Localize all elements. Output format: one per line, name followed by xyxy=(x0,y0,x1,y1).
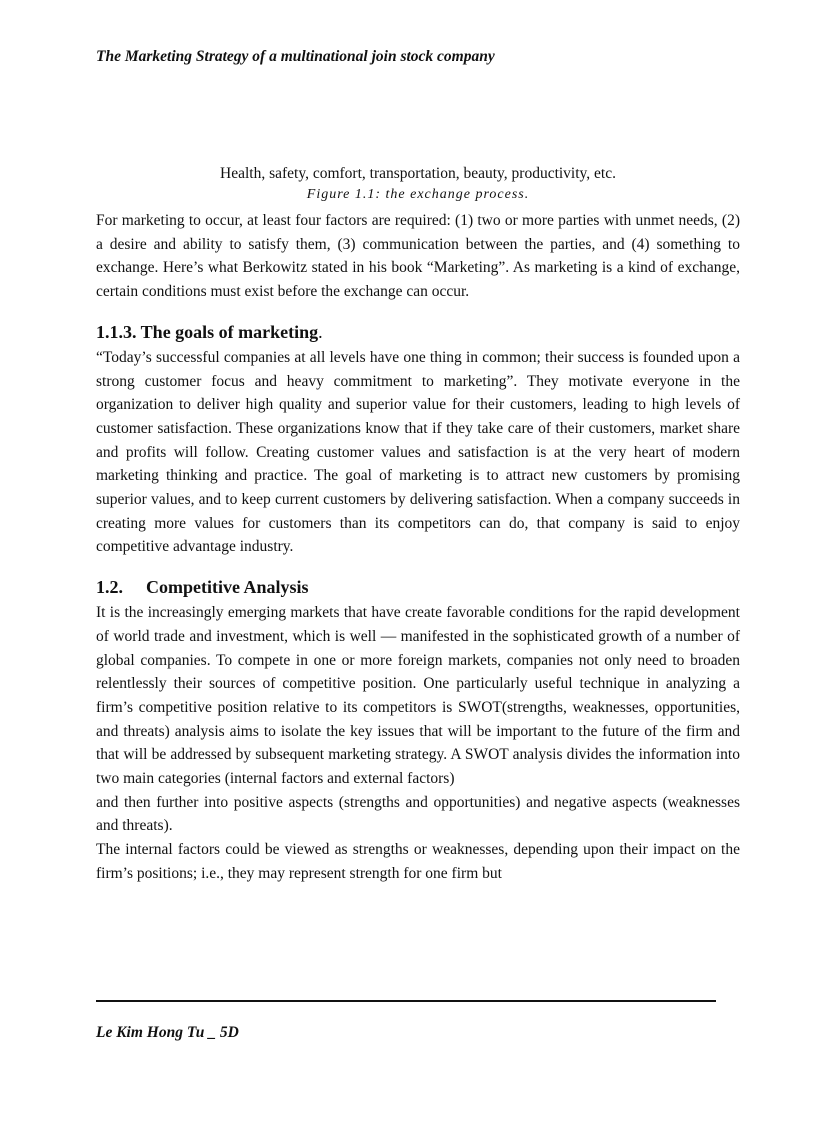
section-heading-competitive xyxy=(96,573,740,601)
paragraph-goals: “Today’s successful companies at all levels have one thing in common; their success is founded upon a strong customer focus and heavy commitment to marketing”. They motivate everyone in the organization to deliver high quality and superior value for their customers, leading to high levels of customer satisfaction. These organizations know that if they take care of their customers, market share and profits will follow. Creating customer values and satisfaction is at the very heart of modern marketing thinking and practice. The goal of marketing is to attract new customers by promising superior values, and to keep current customers by delivering satisfaction. When a company succeeds in creating more values for customers than its competitors can do, that company is said to enjoy competitive advantage industry. xyxy=(96,348,740,556)
section-heading-goals xyxy=(96,318,740,346)
figure-caption: Figure 1.1: the exchange process. xyxy=(306,187,530,202)
running-footer: Le Kim Hong Tu _ 5D xyxy=(96,1024,239,1041)
section-heading-goals-text: 1.1.3. The goals of marketing xyxy=(96,321,319,342)
running-header: The Marketing Strategy of a multinational join stock company xyxy=(96,48,495,65)
section-heading-goals-period: . xyxy=(318,321,323,342)
footer-divider xyxy=(96,1000,716,1002)
section-number: 1.2. xyxy=(96,577,123,598)
page-content xyxy=(96,162,740,886)
paragraph-swot: It is the increasingly emerging markets that have create favorable conditions for the rapid development of world trade and investment, which is well — manifested in the sophisticated growth of a number of global companies. To compete in one or more foreign markets, companies not only need to broaden relentlessly their sources of competitive position. One particularly useful technique in analyzing a firm’s competitive position relative to its competitors is SWOT(strengths, weaknesses, opportunities, and threats) analysis aims to isolate the key issues that will be important to the future of the firm and that will be addressed by subsequent marketing strategy. A SWOT analysis divides the information into two main categories (internal factors and external factors) xyxy=(96,604,740,788)
paragraph-swot-aspects: and then further into positive aspects (strengths and opportunities) and negative aspects (weaknesses and threats). xyxy=(96,793,740,835)
section-title: Competitive Analysis xyxy=(146,577,309,598)
figure-line: Health, safety, comfort, transportation, beauty, productivity, etc. xyxy=(220,165,616,182)
paragraph-exchange-factors: For marketing to occur, at least four factors are required: (1) two or more parties with unmet needs, (2) a desire and ability to satisfy them, (3) communication between the parties, and (4) something to exchange. Here’s what Berkowitz stated in his book “Marketing”. As marketing is a kind of exchange, certain conditions must exist before the exchange can occur. xyxy=(96,212,740,301)
paragraph-internal-factors: The internal factors could be viewed as strengths or weaknesses, depending upon their impact on the firm’s positions; i.e., they may represent strength for one firm but xyxy=(96,841,740,882)
